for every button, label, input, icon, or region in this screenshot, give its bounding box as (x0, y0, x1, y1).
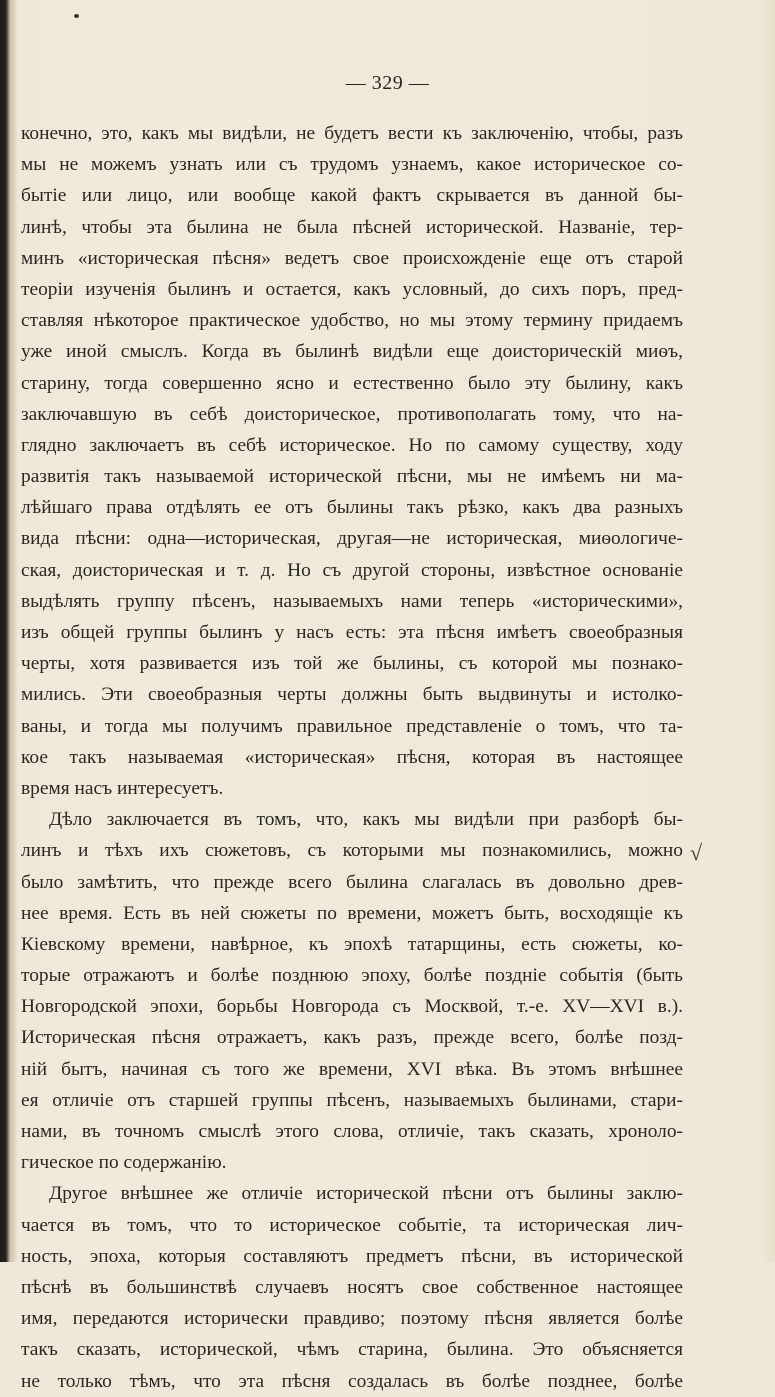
text-line: Другое внѣшнее же отличіе исторической пѣсни отъ былины заклю- (49, 1183, 683, 1205)
text-line: лѣйшаго права отдѣлять ее отъ былины такъ рѣзко, какъ два разныхъ (21, 497, 683, 519)
text-line: конечно, это, какъ мы видѣли, не будетъ вести къ заключенію, чтобы, разъ (21, 123, 683, 144)
text-line: Историческая пѣсня отражаетъ, какъ разъ, прежде всего, болѣе позд- (21, 1027, 683, 1049)
text-line: не только тѣмъ, что эта пѣсня создалась въ болѣе позднее, болѣе (21, 1370, 683, 1392)
text-line: время насъ интересуетъ. (21, 777, 224, 799)
text-line: нее время. Есть въ ней сюжеты по времени, можетъ быть, восходящіе къ (21, 902, 683, 924)
margin-checkmark: √ (690, 840, 703, 865)
text-line: теоріи изученія былинъ и остается, какъ условный, до сихъ поръ, пред- (21, 278, 683, 300)
text-line: ваны, и тогда мы получимъ правильное представленіе о томъ, что та- (21, 715, 683, 737)
text-line: ская, доисторическая и т. д. Но съ другой стороны, извѣстное основаніе (21, 559, 683, 581)
text-line: ній бытъ, начиная съ того же времени, XVI вѣка. Въ этомъ внѣшнее (21, 1058, 683, 1080)
text-line: пѣснѣ въ большинствѣ случаевъ носятъ свое собственное настоящее (21, 1276, 683, 1298)
text-line: глядно заключаетъ въ себѣ историческое. Но по самому существу, ходу (21, 434, 683, 456)
text-line: ея отличіе отъ старшей группы пѣсенъ, называемыхъ былинами, стари- (21, 1089, 683, 1111)
text-line: развитія такъ называемой исторической пѣсни, мы не имѣемъ ни ма- (21, 466, 683, 488)
text-line: вида пѣсни: одна—историческая, другая—не историческая, миѳологиче- (21, 528, 683, 550)
ink-speck (74, 14, 79, 18)
text-line: кое такъ называемая «историческая» пѣсня, которая въ настоящее (21, 746, 683, 768)
text-line: Дѣло заключается въ томъ, что, какъ мы видѣли при разборѣ бы- (49, 809, 683, 831)
text-line: линѣ, чтобы эта былина не была пѣсней исторической. Названіе, тер- (21, 216, 683, 238)
text-line: торые отражаютъ и болѣе позднюю эпоху, болѣе поздніе событія (быть (21, 965, 683, 987)
text-line: минъ «историческая пѣсня» ведетъ свое происхожденіе еще отъ старой (21, 247, 683, 269)
text-line: мы не можемъ узнать или съ трудомъ узнаемъ, какое историческое со- (21, 154, 683, 176)
text-line: Новгородской эпохи, борьбы Новгорода съ Москвой, т.-е. XV—XVI в.). (21, 996, 683, 1018)
text-line: Кіевскому времени, навѣрное, къ эпохѣ татарщины, есть сюжеты, ко- (21, 933, 683, 955)
text-line: заключавшую въ себѣ доисторическое, противополагать тому, что на- (21, 403, 683, 425)
body-text (21, 118, 683, 1397)
text-line: линъ и тѣхъ ихъ сюжетовъ, съ которыми мы познакомились, можно (21, 840, 683, 862)
text-line: было замѣтить, что прежде всего былина слагалась въ довольно древ- (21, 871, 683, 893)
text-line: ставляя нѣкоторое практическое удобство, но мы этому термину придаемъ (21, 310, 683, 332)
text-line: ность, эпоха, которыя составляютъ предметъ пѣсни, въ исторической (21, 1245, 683, 1267)
text-line: такъ сказать, исторической, чѣмъ старина, былина. Это объясняется (21, 1339, 683, 1361)
text-line: чается въ томъ, что то историческое событіе, та историческая лич- (21, 1214, 683, 1236)
text-line: изъ общей группы былинъ у насъ есть: эта пѣсня имѣетъ своеобразныя (21, 622, 683, 643)
text-line: имя, передаются исторически правдиво; поэтому пѣсня является болѣе (21, 1308, 683, 1330)
text-line: мились. Эти своеобразныя черты должны быть выдвинуты и истолко- (21, 684, 683, 706)
text-line: черты, хотя развивается изъ той же былины, съ которой мы познако- (21, 653, 683, 675)
text-line: старину, тогда совершенно ясно и естественно было эту былину, какъ (21, 372, 683, 394)
text-line: бытіе или лицо, или вообще какой фактъ скрывается въ данной бы- (21, 185, 683, 207)
text-line: гическое по содержанію. (21, 1152, 227, 1174)
page-number: — 329 — (345, 72, 430, 94)
text-line: нами, въ точномъ смыслѣ этого слова, отличіе, такъ сказать, хроноло- (21, 1121, 683, 1142)
text-line: уже иной смыслъ. Когда въ былинѣ видѣли еще доисторическій миѳъ, (21, 341, 683, 363)
text-line: выдѣлять группу пѣсенъ, называемыхъ нами теперь «историческими», (21, 590, 683, 612)
